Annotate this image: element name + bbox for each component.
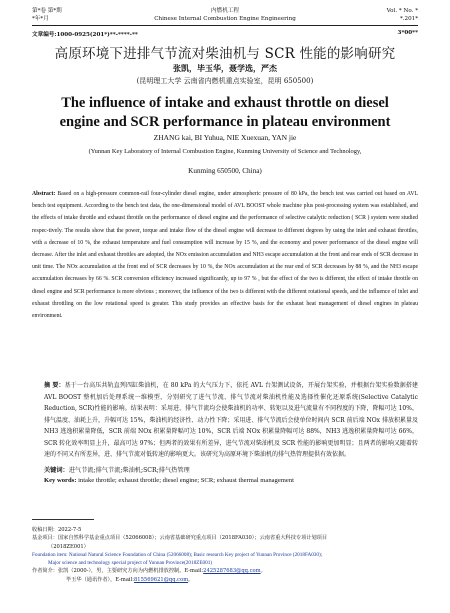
title-english-line1: The influence of intake and exhaust throttle on diesel: [61, 95, 389, 111]
author1-text: 作者简介：张凯（2000-），男，主要研究方向为内燃机排放控制。E-mail:: [32, 568, 204, 575]
abstract-text: Based on a high-pressure common-rail four-cylinder diesel engine, under atmospheric pressure of 80 kPa, the bench test was carried out based on AVL bench test equipment. According to the bench test data, the one-dimensional model of AVL BOOST whole machine plus post-processing system was established, and the effects of intake throttle and exhaust throttle on the performance of diesel engine and the performance of selective catalytic reduction ( SCR ) system were studied respec-tively. The results show that the power, torque and intake flow of the diesel engine will decrease to different degrees by using the inlet and exhaust throttles, with a decrease of 10 %, the exhaust temperature and fuel consumption will increase by 15 %, and the economy and power performance of the diesel engine will decrease. After the inlet and exhaust throttles are adopted, the NOx emission accumulation and NH3 escape accumulation at the front and rear ends of SCR decrease in unit time. The NOx accumulation at the front end of SCR decreases by 10 %, the NOx accumulation at the rear end of SCR decreases by 88 %, and the NH3 escape accumulation decreases by 66 %. SCR conversion efficiency increased significantly, up to 97 % , but the effect of the two is different, the effect of intake throttle on diesel engine and SCR performance is more obvious ; moreover, the influence of the two is different with the different rotational speeds, and the influence of inlet and exhaust throttling on the low rotational speed is greater. This study provides an effective basis for the exhaust heat management of diesel engines in plateau environment.: [32, 191, 418, 320]
title-chinese: 高原环境下进排气节流对柴油机与 SCR 性能的影响研究: [54, 46, 396, 62]
affiliation-chinese: (昆明理工大学 云南省内燃机重点实验室，昆明 650500): [136, 77, 314, 85]
year-en: *.201*: [399, 16, 418, 22]
affiliation-english: (Yunnan Key Laboratory of Internal Combustion Engine, Kunming University of Science and Technology,: [88, 148, 362, 155]
keywords-cn-label: 关键词：: [44, 467, 69, 474]
title-english-line2: engine and SCR performance in plateau environment: [59, 114, 391, 130]
article-meta: [32, 30, 418, 38]
keywords-en-label: Key words:: [44, 477, 77, 484]
author1-end: 。: [260, 568, 266, 575]
fund-en-line1: [32, 551, 418, 559]
author2-end: 。: [188, 576, 194, 583]
authors-english: ZHANG kai, BI Yuhua, NIE Xuexuan, YAN jie: [153, 133, 297, 142]
affiliation-city: Kunming 650500, China): [188, 167, 262, 175]
author2-text: 毕玉华（通讯作者），E-mail:: [66, 576, 134, 583]
fund-en-line2: Major science and technology special project of Yunnan Province(2018ZE001): [48, 560, 213, 567]
authors-chinese: 张凯，毕玉华，聂学选，严杰: [173, 63, 277, 73]
page-code: 3*00**: [397, 30, 418, 36]
journal-name-cn: 内燃机工程: [211, 8, 239, 14]
fund-cn-line1: 基金项目：国家自然科学基金重点项目（52066008）；云南省基础研究重点项目（2018FA030）；云南省重大科技专项计划项目: [32, 535, 328, 542]
abstract-label: Abstract:: [32, 191, 56, 197]
abstract-chinese: [44, 380, 418, 461]
keywords-chinese: [44, 465, 418, 474]
fund-en-text: National Natural Science Foundation of China (52066008); Basic research Key project of Yunnan Province (2018FA030);: [67, 551, 323, 558]
footnotes: [32, 526, 418, 584]
author2-email-link[interactable]: 815569621@qq.com: [134, 576, 189, 583]
fund-en-label: Foundation item:: [32, 551, 68, 558]
zhaiyao-text: 基于一台高压共轨直列四缸柴油机，在 80 kPa 的大气压力下，依托 AVL 台架测试设备，开展台架实验，并根据台架实验数据搭建 AVL BOOST 整机加后处理系统一维模型，分别研究了进气节流、排气节流对柴油机性能及选择性催化还原系统(Selective Catalytic Reduction, SCR)性能的影响。结果表明：采用进、排气节流均会使柴油机的功率、转矩以及进气流量有不同程度的下降，降幅可达 10%，排气温度、油耗上升，升幅可达 15%，柴油机的经济性、动力性下降；采用进、排气节流后会使单位时间内 SCR 前后端 NOx 排放积累量及 NH3 逃逸积累量降低，SCR 前端 NOx 积累量降幅可达 10%，SCR 后端 NOx 积累量降幅可达 88%，NH3 逃逸积累量降幅可达 66%，SCR 转化效率明显上升，最高可达 97%；但两者的效果有所差异，进气节流对柴油机及 SCR 性能的影响更加明显；且两者的影响又随着转速的不同又有所差异，进、排气节流对低转速的影响更大。该研究为高原环境下柴油机的排气热管理提供有效依据。: [44, 382, 418, 458]
vol-issue-en: Vol. * No. *: [386, 8, 418, 14]
author-bio-1: [32, 567, 418, 575]
author1-email-link[interactable]: 2425287683@qq.com: [203, 568, 261, 575]
journal-name-en: Chinese Internal Combustion Engine Engineering: [154, 16, 296, 22]
abstract-english: [32, 188, 418, 322]
author-bio-2: [32, 576, 418, 584]
year-month-cn: *年*月: [32, 16, 49, 22]
keywords-english: [44, 477, 418, 484]
received-date: 收稿日期：2022-7-5: [32, 527, 82, 533]
fund-cn-line2: （2018ZE001）: [48, 543, 89, 550]
footnote-rule: [32, 519, 94, 520]
article-number: 文章编号:1000-0925(201*)**-****-**: [32, 32, 138, 38]
keywords-cn-text: 进气节流;排气节流;柴油机;SCR;排气热管理: [68, 467, 190, 474]
keywords-en-text: intake throttle; exhaust throttle; diesel engine; SCR; exhaust thermal management: [76, 477, 294, 484]
zhaiyao-label: 摘 要：: [44, 382, 65, 389]
title-english: [32, 94, 418, 132]
header-rule: [32, 25, 418, 26]
vol-issue-cn: 第*卷 第*期: [32, 8, 62, 14]
